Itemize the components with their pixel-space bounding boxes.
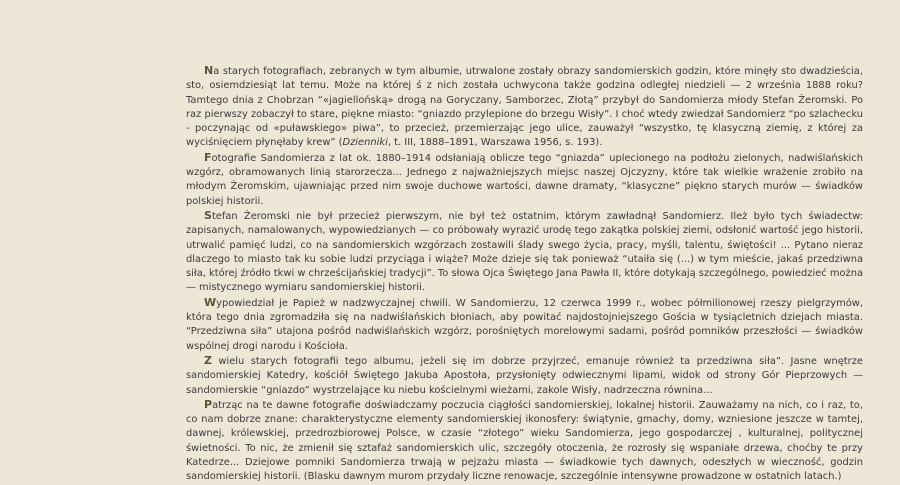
paragraph-text: ypowiedział je Papież w nadzwyczajnej chwili. W Sandomierzu, 12 czerwca 1999 r., wobec półmilionowej rzeszy pielgrzymów, która tego dnia zgromadziła się na nadwiślańskich błoniach, aby powitać najdostojniejszego Gościa w tysiącletnich dziejach miasta. “Przedziwna siła” utajona pośród nadwiślańskich wzgórz, porośniętych morelowymi sadami, pośród pomników przeszłości — świadków wspólnej drogi narodu i Kościoła.: [186, 297, 863, 352]
book-title: Dzienniki: [342, 137, 388, 149]
paragraph-4: [186, 296, 863, 354]
paragraph-6: [186, 398, 863, 485]
paragraph-text: , t. III, 1888–1891, Warszawa 1956, s. 193).: [387, 137, 603, 149]
paragraph-3: [186, 209, 863, 296]
drop-initial: N: [204, 64, 214, 77]
drop-initial: Z: [204, 353, 212, 367]
drop-initial: P: [204, 397, 213, 411]
paragraph-text: tefan Żeromski nie był przecież pierwszym, nie był też ostatnim, którym zawładnął Sandomierz. Ileż było tych świadectw: zapisanych, namalowanych, wypowiedzianych — co próbowały wyrazić urodę tego zakątka polskiej ziemi, odsłonić wartość jego historii, utrwalić pamięć ludzi, co na sandomierskich wzgórzach zostawili ślady swego życia, pracy, myśli, talentu, świętości! ... Pytano nieraz dlaczego to miasto tak ku sobie ludzi przyciąga i wiąże? Może dzieje się tak ponieważ “utaiła się (...) w tym mieście, jakaś przedziwna siła, której źródło tkwi w chrześcijańskiej tradycji”. To słowa Ojca Świętego Jana Pawła II, które dotykają szczególnego, powiedzieć można — mistycznego wymiaru sandomierskiej historii.: [186, 210, 863, 294]
paragraph-text: atrząc na te dawne fotografie doświadczamy poczucia ciągłości sandomierskiej, lokalnej historii. Zauważamy na nich, co i raz, to, co nam dobrze znane: charakterystyczne elementy sandomierskiej ikonosfery: świątynie, gmachy, domy, wzniesione jeszcze w tamtej, dawnej, królewskiej, przedrozbiorowej Polsce, w czasie “złotego” wieku Sandomierza, jego gospodarczej , kulturalnej, politycznej świetności. To nic, że zmienił się sztafaż sandomierskich ulic, szczegóły otoczenia, że rozrosły się wspaniałe drzewa, choćby te przy Katedrze... Dziejowe pomniki Sandomierza trwają w pejzażu miasta — świadkowie tych dawnych, odeszłych w wieczność, godzin sandomierskiej historii. (Blasku dawnym murom przydały liczne renowacje, szczególnie intensywne prowadzone w ostatnich latach.): [186, 399, 863, 483]
paragraph-text: wielu starych fotografii tego albumu, jeżeli się im dobrze przyjrzeć, emanuje również ta przedziwna siła”. Jasne wnętrze sandomierskiej Katedry, kościół Świętego Jakuba Apostoła, przysłonięty odwiecznymi lipami, widok od strony Gór Pieprzowych — sandomierskie “gniazdo” wystrzelające ku niebu kościelnymi wieżami, zakole Wisły, nadrzeczna równina...: [186, 355, 863, 396]
paragraph-2: [186, 151, 863, 209]
paragraph-5: [186, 354, 863, 398]
drop-initial: F: [204, 150, 212, 164]
paragraph-text: a starych fotografiach, zebranych w tym albumie, utrwalone zostały obrazy sandomierskich godzin, które minęły sto dwadzieścia, sto, osiemdziesiąt lat temu. Może na której ś z nich została uchwycona także godzina odległej niedzieli — 2 września 1888 roku? Tamtego dnia z Chobrzan “«jagiellońską» drogą na Goryczany, Samborzec, Złotą” przybył do Sandomierza młody Stefan Żeromski. Po raz pierwszy zobaczył to stare, piękne miasto: “gniazdo przylepione do brzegu Wisły”. I choć wtedy zwiedzał Sandomierz “po szlachecku - poczynając od «puławskiego» piwa”, to przecież, przemierzając jego ulice, zauważył “wszystko, tę klasyczną ziemię, z której za wyciśnięciem płynęłaby krew” (: [186, 66, 863, 149]
paragraph-text: otografie Sandomierza z lat ok. 1880–1914 odsłaniają oblicze tego “gniazda” uplecionego na podłożu zielonych, nadwiślańskich wzgórz, obramowanych linią starorzecza... Jednego z najważniejszych miejsc naszej Ojczyzny, które tak wielkie wrażenie zrobiło na młodym Żeromskim, ujawniając przed nim swoje duchowe wartości, dawne dramaty, “klasyczne” piękno starych murów — świadków polskiej historii.: [186, 152, 863, 207]
paragraph-1: [186, 64, 863, 151]
article-body: [186, 64, 863, 485]
drop-initial: W: [204, 295, 217, 309]
drop-initial: S: [204, 208, 212, 222]
